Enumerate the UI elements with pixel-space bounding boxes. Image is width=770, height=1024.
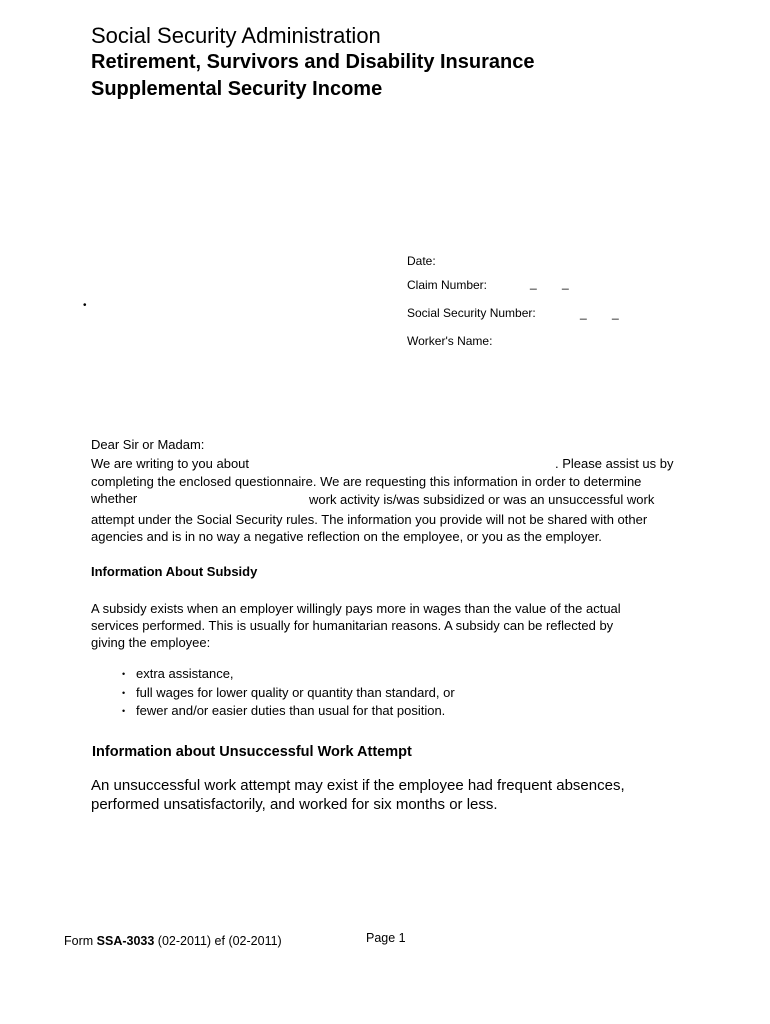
letter-line3-end: work activity is/was subsidized or was an unsuccessful work <box>309 492 655 507</box>
list-item: • fewer and/or easier duties than usual for that position. <box>122 702 455 721</box>
letter-line5: agencies and is in no way a negative reflection on the employee, or you as the employer. <box>91 529 602 544</box>
bullet-icon: • <box>122 706 126 716</box>
bullet-icon: • <box>122 687 126 698</box>
subsidy-line3: giving the employee: <box>91 635 211 650</box>
letter-line2: completing the enclosed questionnaire. We are requesting this information in order to determine <box>91 474 642 489</box>
list-item: • extra assistance, <box>122 665 455 684</box>
date-label: Date: <box>407 254 436 268</box>
uwa-line1: An unsuccessful work attempt may exist if the employee had frequent absences, <box>91 777 625 794</box>
salutation: Dear Sir or Madam: <box>91 437 205 452</box>
uwa-line2: performed unsatisfactorily, and worked for six months or less. <box>91 796 498 813</box>
letter-line4: attempt under the Social Security rules. The information you provide will not be shared with other <box>91 512 648 527</box>
worker-name-label: Worker's Name: <box>407 334 493 348</box>
subsidy-line1: A subsidy exists when an employer willingly pays more in wages than the value of the actual <box>91 601 621 616</box>
page-number: Page 1 <box>366 931 406 945</box>
form-identifier: Form SSA-3033 (02-2011) ef (02-2011) <box>64 934 282 948</box>
letter-line1-end: . Please assist us by <box>555 456 674 471</box>
list-item: • full wages for lower quality or quantity than standard, or <box>122 684 455 703</box>
subsidy-bullet-list <box>122 665 455 721</box>
document-title-line2: Supplemental Security Income <box>91 78 383 100</box>
document-title-line1: Retirement, Survivors and Disability Insurance <box>91 51 535 73</box>
ssn-dash-1: _ <box>580 306 587 320</box>
agency-name: Social Security Administration <box>91 23 381 48</box>
subsidy-line2: services performed. This is usually for humanitarian reasons. A subsidy can be reflected by <box>91 618 614 633</box>
uwa-heading: Information about Unsuccessful Work Attempt <box>92 744 412 760</box>
stray-dot: • <box>83 300 87 311</box>
letter-line3-start: whether <box>91 491 138 506</box>
bullet-icon: • <box>122 669 126 679</box>
ssn-label: Social Security Number: <box>407 306 536 320</box>
claim-number-dash-1: _ <box>530 276 537 290</box>
claim-number-label: Claim Number: <box>407 278 488 292</box>
letter-line1-start: We are writing to you about <box>91 456 250 471</box>
subsidy-heading: Information About Subsidy <box>91 564 258 579</box>
form-number: SSA-3033 <box>96 934 155 948</box>
ssn-dash-2: _ <box>612 306 619 320</box>
claim-number-dash-2: _ <box>562 276 569 290</box>
